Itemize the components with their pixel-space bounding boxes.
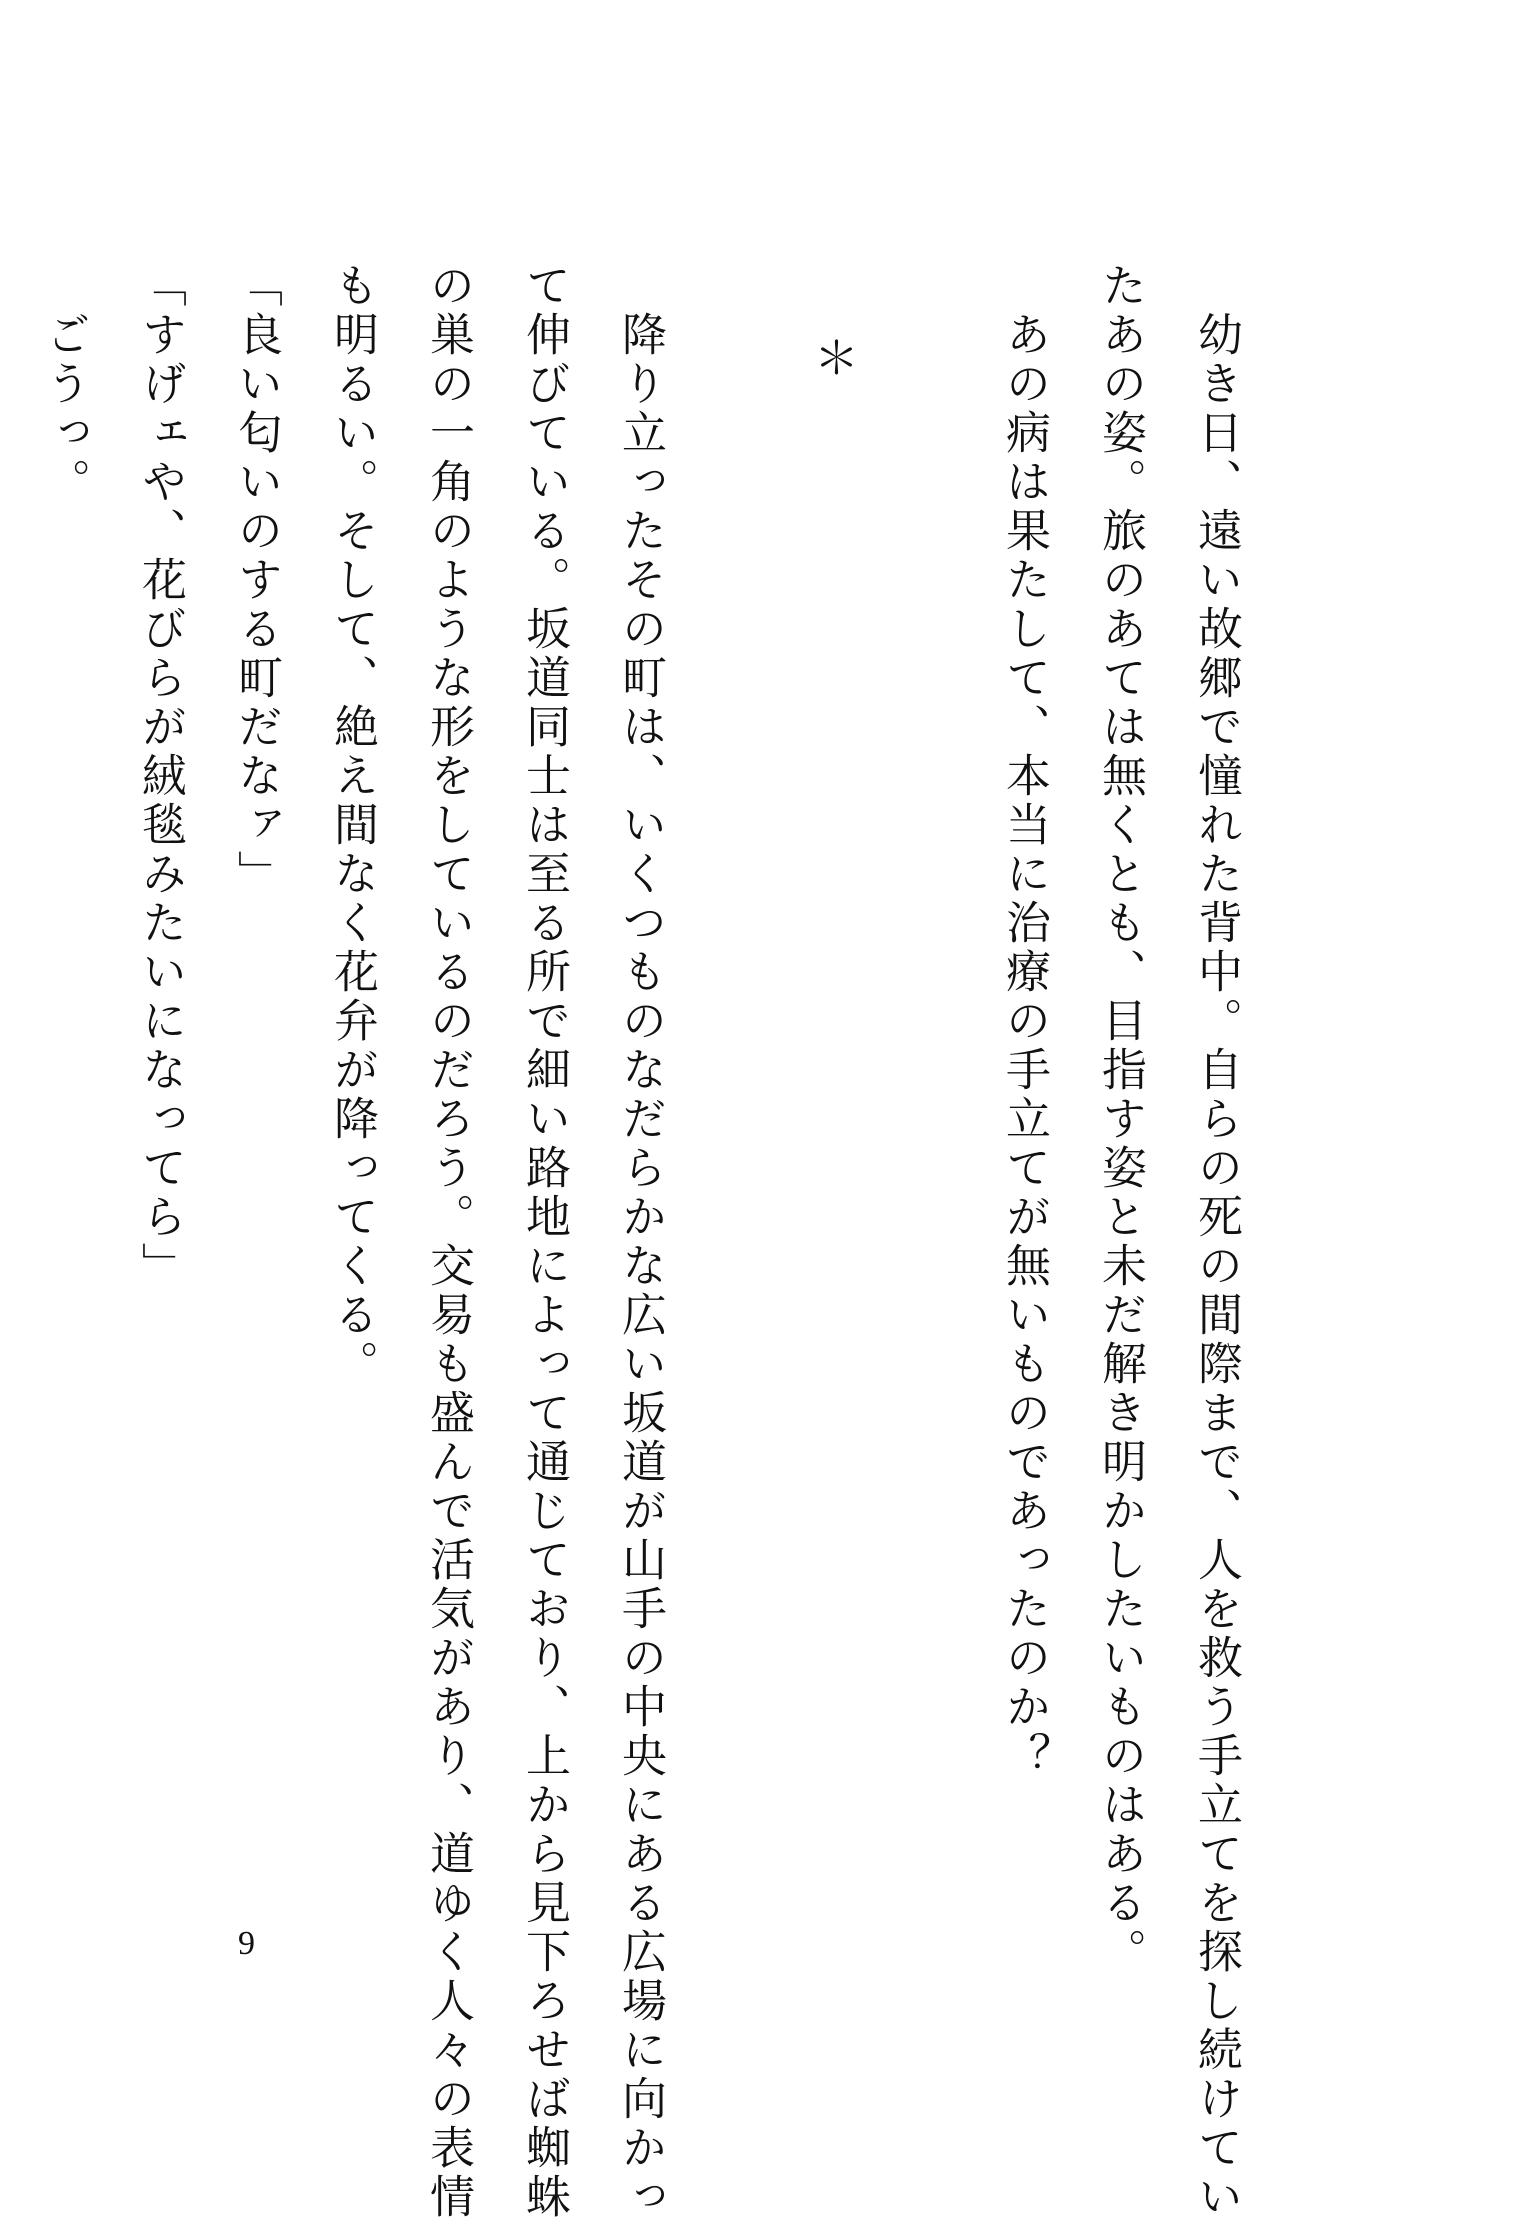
text-line: 幼き日、遠い故郷で憧れた背中。自らの死の間際まで、人を救う手立てを探し続けてい <box>1190 262 1243 2222</box>
text-line: ごうっ。 <box>38 262 91 507</box>
text-line: たあの姿。旅のあては無くとも、目指す姿と未だ解き明かしたいものはある。 <box>1094 262 1147 1977</box>
dialogue-line: 「良い匂いのする町だなァ」 <box>230 262 283 899</box>
section-break-asterisk: ＊ <box>806 334 859 383</box>
text-line: 降り立ったその町は、いくつものなだらかな広い坂道が山手の中央にある広場に向かっ <box>614 262 667 2222</box>
vertical-text-body <box>0 262 1264 2222</box>
text-line <box>0 262 16 1642</box>
dialogue-line: 「すげェや、花びらが絨毯みたいになってら」 <box>134 262 187 1291</box>
page-number: 9 <box>238 1925 255 1962</box>
text-line: も明るい。そして、絶え間なく花弁が降ってくる。 <box>326 262 379 1389</box>
blank-line <box>880 262 976 1642</box>
text-line: て伸びている。坂道同士は至る所で細い路地によって通じており、上から見下ろせば蜘蛛 <box>518 262 571 2222</box>
text-line: の巣の一角のような形をしているのだろう。交易も盛んで活気があり、道ゆく人々の表情 <box>422 262 475 2222</box>
blank-line <box>688 262 784 1642</box>
text-line: あの病は果たして、本当に治療の手立てが無いものであったのか？ <box>998 262 1051 1781</box>
